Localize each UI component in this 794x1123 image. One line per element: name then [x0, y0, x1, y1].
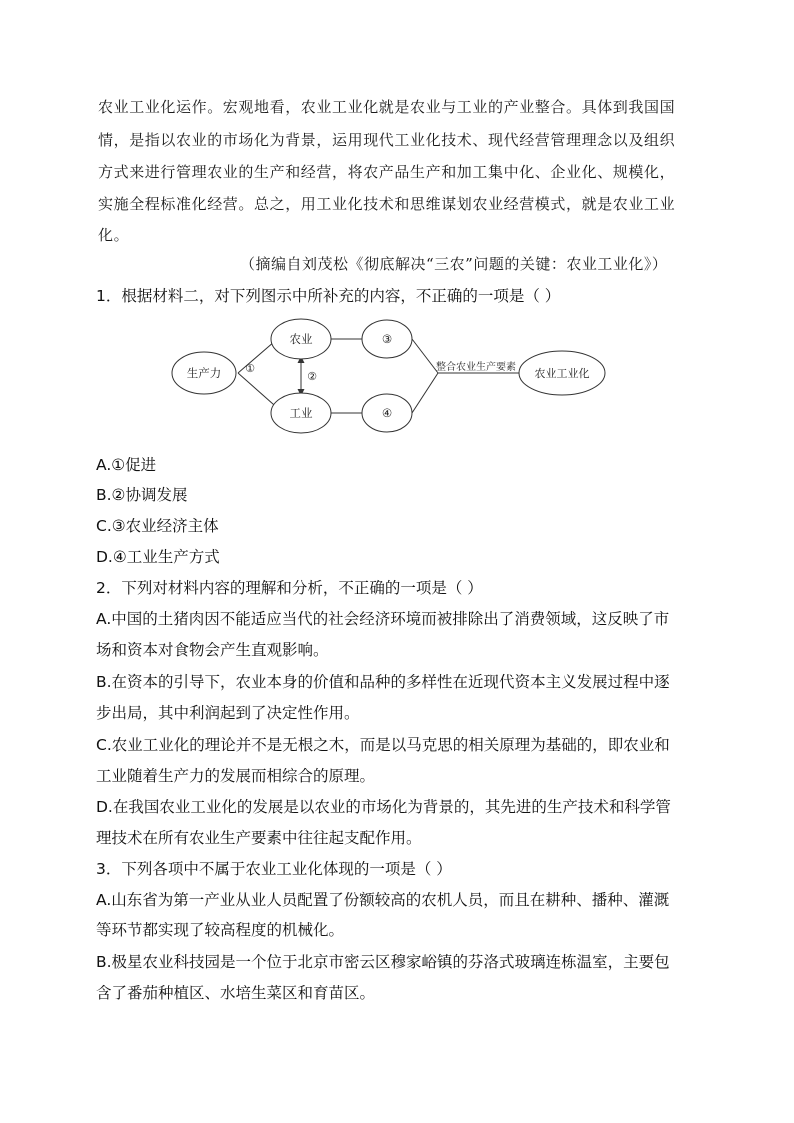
option-a: A.①促进 [96, 456, 157, 474]
question-2-stem: 2．下列对材料内容的理解和分析，不正确的一项是（ ） [96, 579, 483, 597]
q2-line: A.中国的土猪肉因不能适应当代的社会经济环境而被排除出了消费领域，这反映了市 [96, 610, 670, 628]
marker-1: ① [245, 362, 255, 375]
node-gongye-label: 工业 [289, 406, 313, 420]
node-shengchanli-label: 生产力 [186, 366, 222, 380]
q2-line: D.在我国农业工业化的发展是以农业的市场化为背景的，其先进的生产技术和科学管 [96, 798, 671, 816]
passage-line: 方式来进行管理农业的生产和经营，将农产品生产和加工集中化、企业化、规模化， [98, 163, 676, 181]
option-c: C.③农业经济主体 [96, 517, 219, 535]
q3-line: B.极星农业科技园是一个位于北京市密云区穆家峪镇的芬洛式玻璃连栋温室，主要包 [96, 953, 670, 971]
q3-line: A.山东省为第一产业从业人员配置了份额较高的农机人员，而且在耕种、播种、灌溉 [96, 891, 670, 909]
node-3-label: ③ [381, 332, 393, 346]
marker-2: ② [307, 370, 317, 383]
edge-label: 整合农业生产要素 [436, 362, 516, 373]
node-target-label: 农业工业化 [534, 367, 590, 380]
node-4-label: ④ [381, 406, 393, 420]
edge-line [412, 373, 438, 413]
q2-line: 步出局，其中利润起到了决定性作用。 [96, 704, 360, 722]
edge-line [412, 339, 438, 373]
q2-line: 工业随着生产力的发展而相综合的原理。 [96, 767, 376, 785]
option-d: D.④工业生产方式 [96, 548, 220, 566]
q2-line: 场和资本对食物会产生直观影响。 [96, 641, 329, 659]
q2-line: C.农业工业化的理论并不是无根之木，而是以马克思的相关原理为基础的，即农业和 [96, 736, 670, 754]
question-1-stem: 1．根据材料二，对下列图示中所补充的内容，不正确的一项是（ ） [96, 287, 561, 305]
concept-diagram [170, 315, 620, 440]
question-3-stem: 3．下列各项中不属于农业工业化体现的一项是（ ） [96, 860, 452, 878]
passage-source: （摘编自刘茂松《彻底解决“三农”问题的关键：农业工业化》） [240, 255, 668, 273]
q3-line: 等环节都实现了较高程度的机械化。 [96, 921, 345, 939]
q2-line: 理技术在所有农业生产要素中往往起支配作用。 [96, 829, 422, 847]
q2-line: B.在资本的引导下，农业本身的价值和品种的多样性在近现代资本主义发展过程中逐 [96, 673, 670, 691]
passage-line: 实施全程标准化经营。总之，用工业化技术和思维谋划农业经营模式，就是农业工业 [98, 195, 676, 213]
passage-line: 化。 [98, 226, 130, 244]
node-nongye-label: 农业 [289, 332, 313, 346]
passage-line: 情，是指以农业的市场化为背景，运用现代工业化技术、现代经营管理理念以及组织 [98, 131, 676, 149]
option-b: B.②协调发展 [96, 486, 188, 504]
passage-line: 农业工业化运作。宏观地看，农业工业化就是农业与工业的产业整合。具体到我国国 [98, 98, 676, 116]
q3-line: 含了番茄种植区、水培生菜区和育苗区。 [96, 984, 376, 1002]
